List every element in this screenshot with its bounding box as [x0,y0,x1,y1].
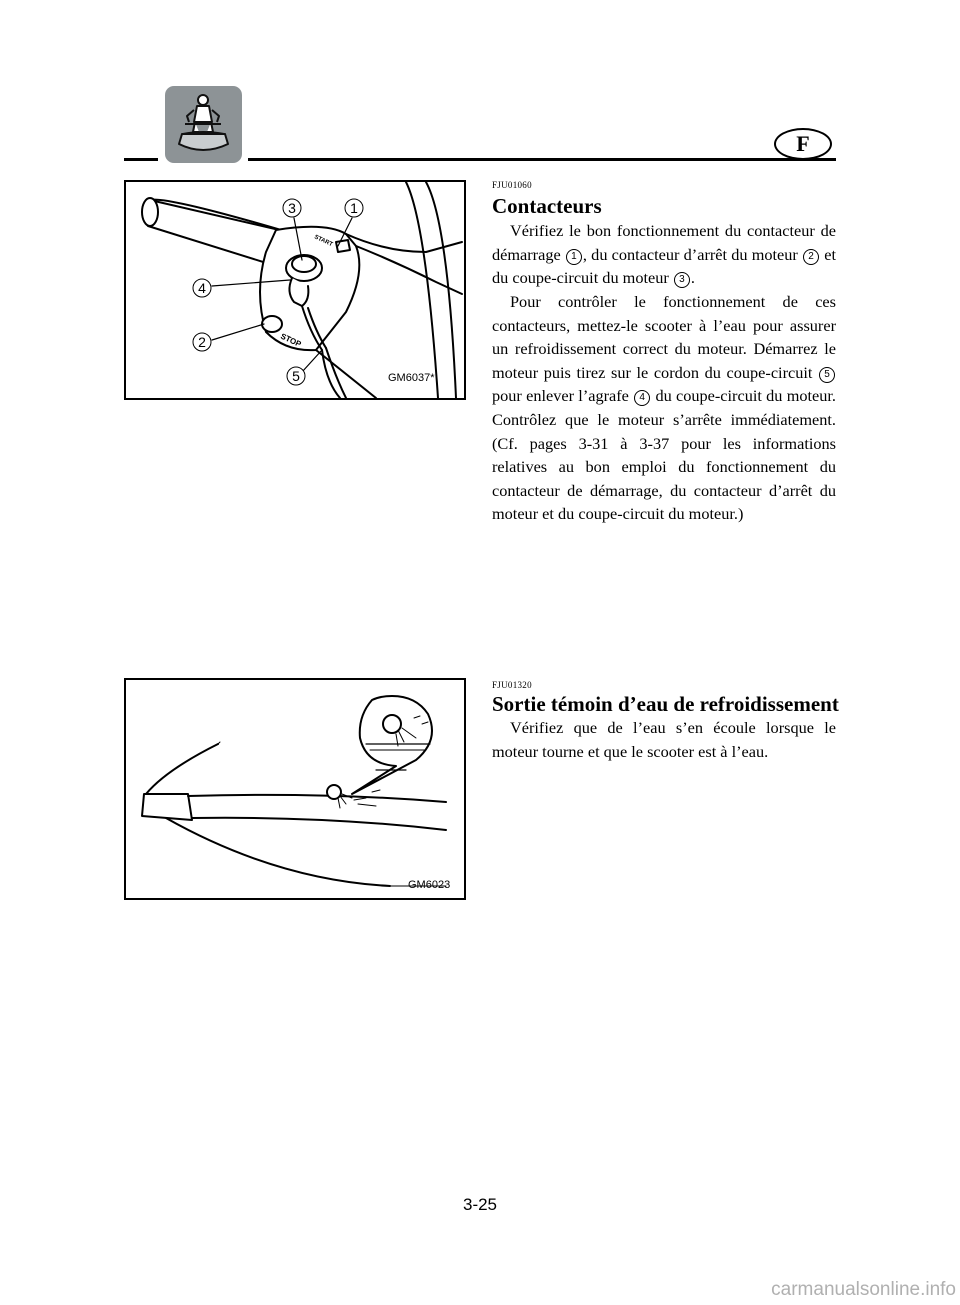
callout-3: 3 [288,200,296,216]
start-label: START [313,234,334,249]
section-code: FJU01320 [492,680,532,690]
stop-label: STOP [279,331,303,349]
cooling-water-figure [124,678,466,900]
figure-code-label: GM6037* [388,372,435,384]
header-rule-left [124,158,158,161]
section-title: Contacteurs [492,194,602,218]
cooling-water-illustration [126,680,464,898]
callout-ref: 5 [819,367,835,383]
callout-5: 5 [292,368,300,384]
page-number: 3-25 [462,1195,498,1214]
jetski-rider-icon [165,86,242,163]
callout-ref: 1 [566,249,582,265]
paragraph: Vérifiez que de l’eau s’en écoule lorsque le moteur tourne et que le scooter est à l’eau. [492,718,836,761]
callout-1: 1 [350,200,358,216]
switches-figure [124,180,466,400]
section-title: Sortie témoin d’eau de refroidissement [492,692,839,716]
header-rule-right [248,158,836,161]
paragraph: Pour contrôler le fonctionnement de ces contacteurs, mettez-le scooter à l’eau pour assurer un refroidissement correct du moteur. Démarrez le moteur puis tirez sur le cordon du coupe-circuit 5 pour enlever l’agrafe 4 du coupe-circuit du moteur. Contrôlez que le moteur s’arrête immédiatement. (Cf. pages 3-31 à 3-37 pour les informations relatives au bon emploi du fonctionnement du contacteur de démarrage, du contacteur d’arrêt du moteur et du coupe-circuit du moteur.) [492,292,836,524]
figure-code-label: GM6023 [408,879,451,891]
callout-2: 2 [198,334,206,350]
watermark[interactable]: carmanualsonline.info [771,1279,956,1300]
section-code: FJU01060 [492,180,532,190]
handlebar-switch-illustration [126,182,464,398]
paragraph: Vérifiez le bon fonctionnement du contacteur de démarrage 1 , du contacteur d’arrêt du moteur 2 et du coupe-circuit du moteur 3 . [492,221,836,288]
callout-ref: 2 [803,249,819,265]
callout-ref: 3 [674,272,690,288]
callout-ref: 4 [634,390,650,406]
callout-4: 4 [198,280,206,296]
language-badge: F [774,128,832,160]
